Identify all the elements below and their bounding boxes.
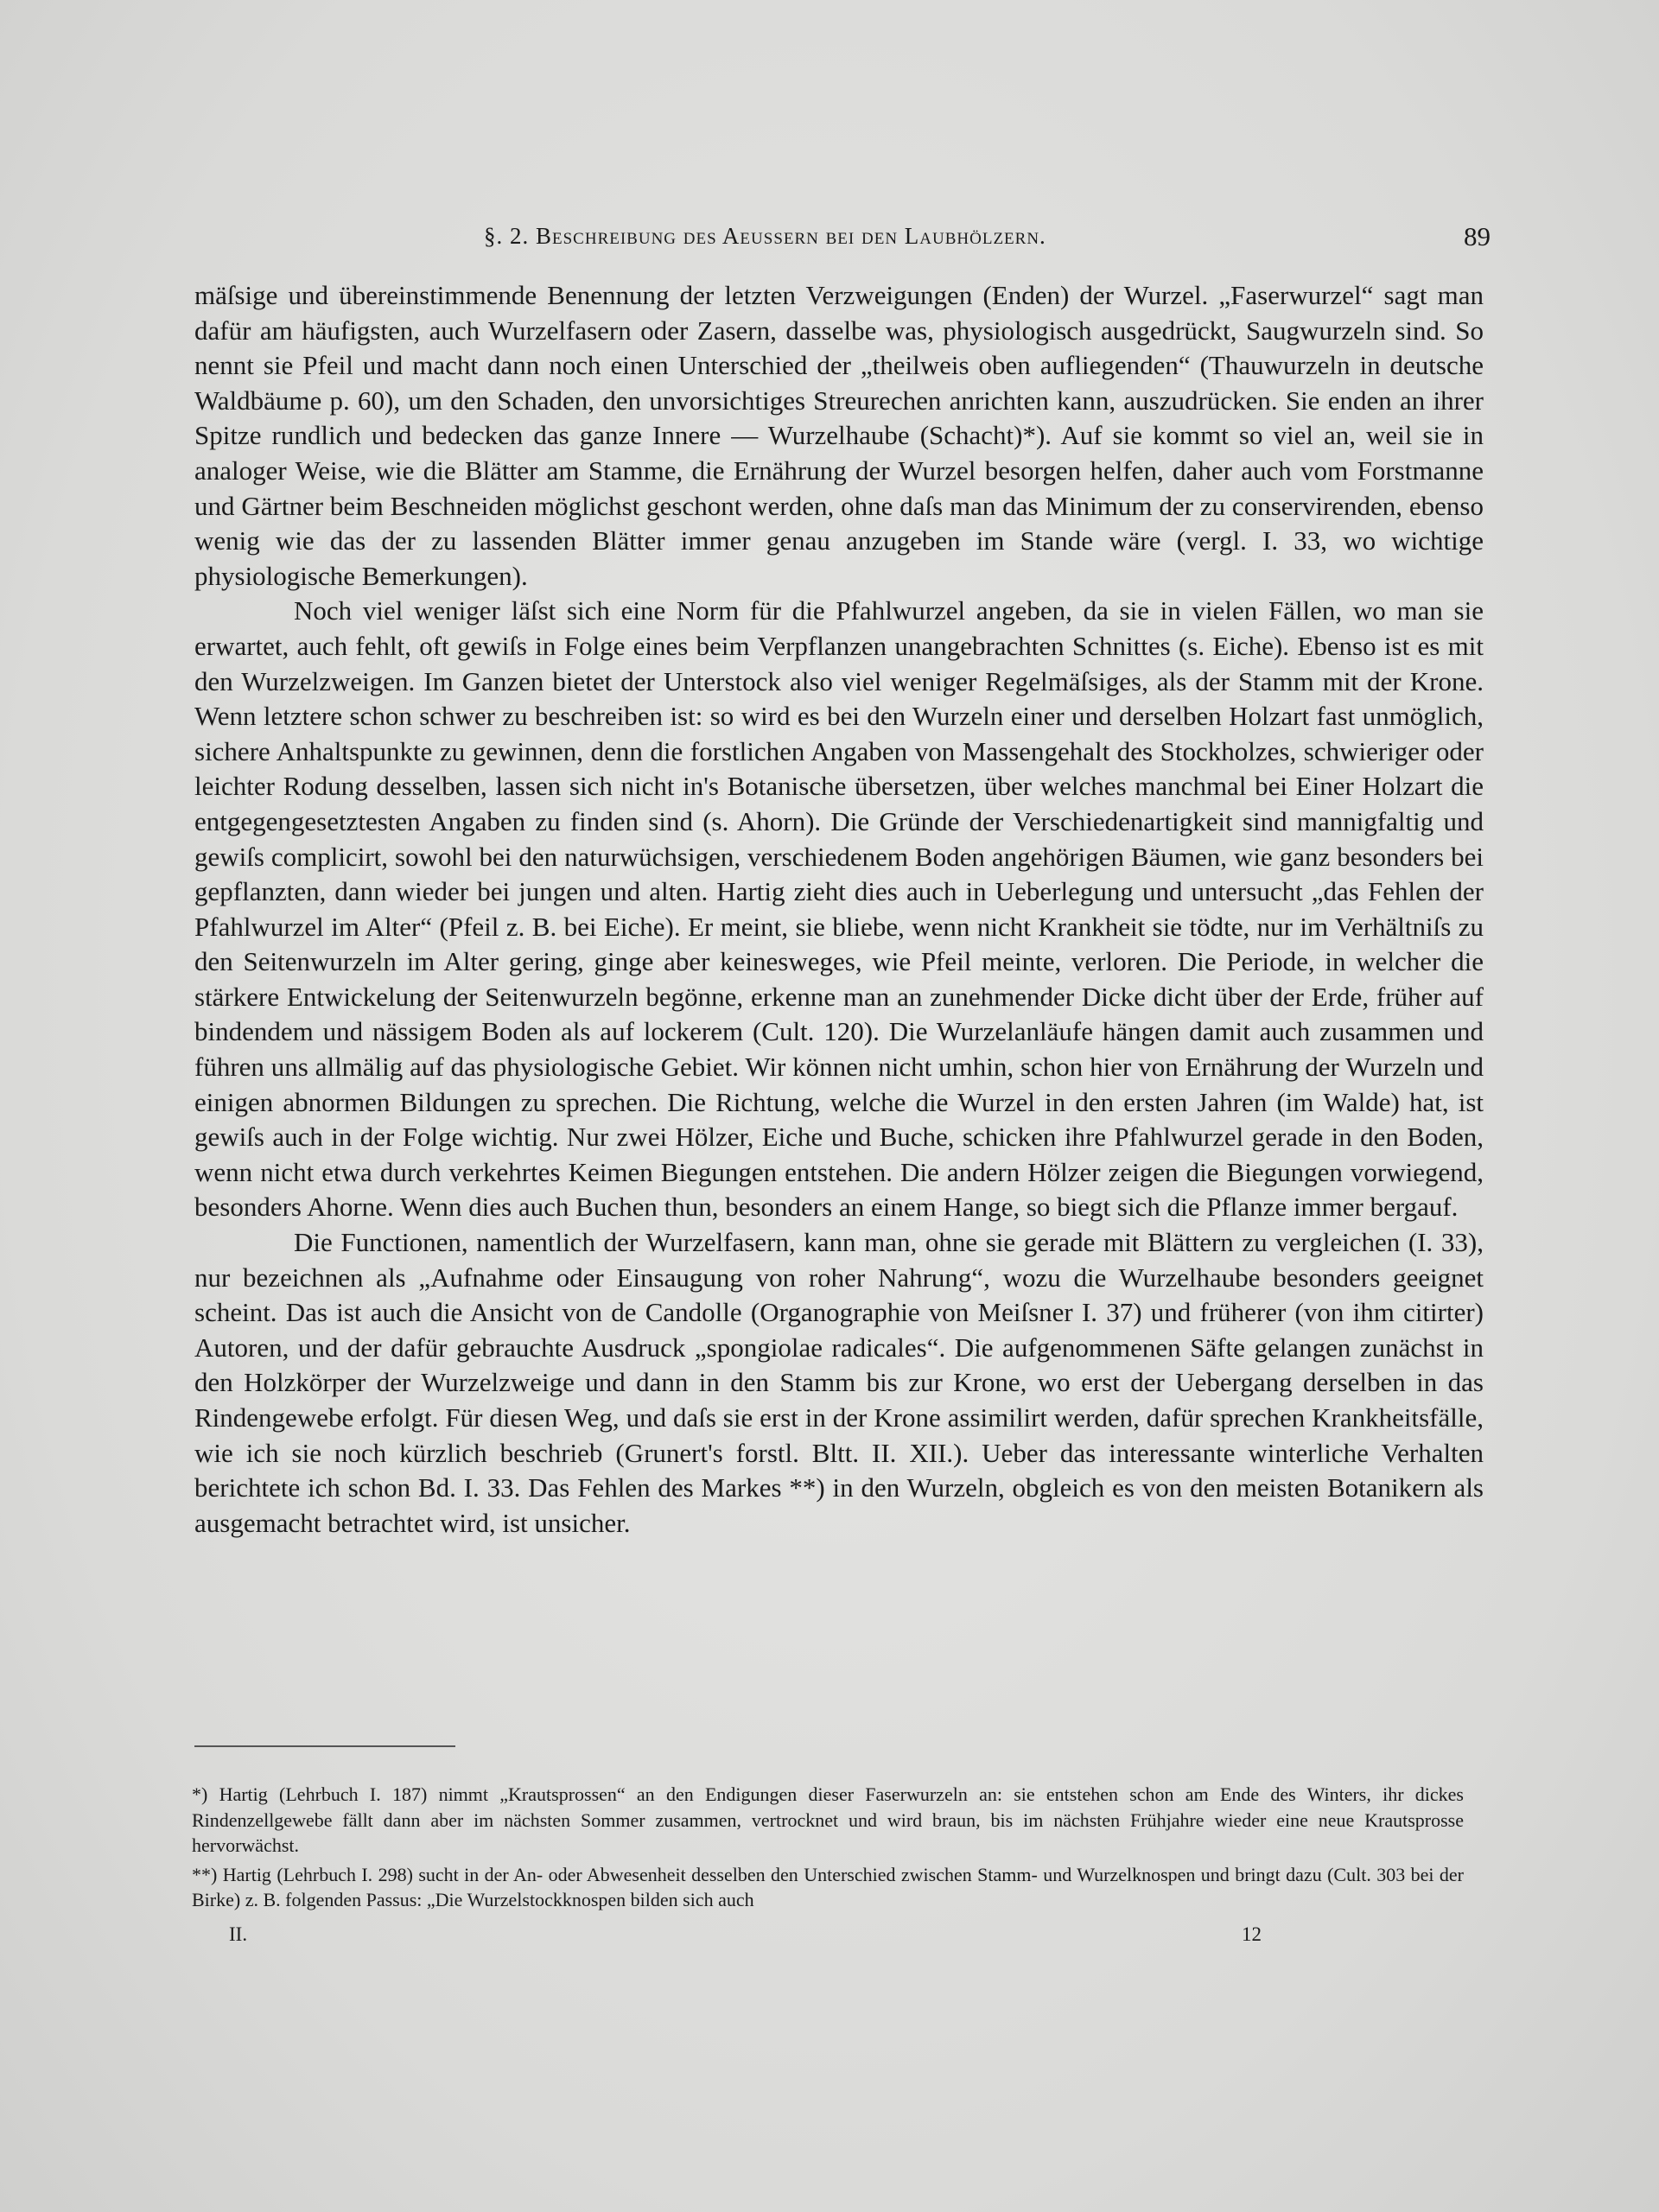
footnotes <box>192 1782 1464 1916</box>
paragraph-3: Die Functionen, namentlich der Wurzelfasern, kann man, ohne sie gerade mit Blättern zu vergleichen (I. 33), nur bezeichnen als „Aufnahme oder Einsaugung von roher Nahrung“, wozu die Wurzelhaube besonders geeignet scheint. Das ist auch die Ansicht von de Candolle (Organographie von Meiſsner I. 37) und früherer (von ihm citirter) Autoren, und der dafür gebrauchte Ausdruck „spongiolae radicales“. Die aufgenommenen Säfte gelangen zunächst in den Holzkörper der Wurzelzweige und dann in den Stamm bis zur Krone, wo erst der Uebergang derselben in das Rindengewebe erfolgt. Für diesen Weg, und daſs sie erst in der Krone assimilirt werden, dafür sprechen Krankheitsfälle, wie ich sie noch kürzlich beschrieb (Grunert's forstl. Bltt. II. XII.). Ueber das interessante winterliche Verhalten berichtete ich schon Bd. I. 33. Das Fehlen des Markes **) in den Wurzeln, obgleich es von den meisten Botanikern als ausgemacht betrachtet wird, ist unsicher. <box>194 1227 1484 1538</box>
footnote-2: **) Hartig (Lehrbuch I. 298) sucht in der An- oder Abwesenheit desselben den Unterschied zwischen Stamm- und Wurzelknospen und bringt dazu (Cult. 303 bei der Birke) z. B. folgenden Passus: „Die Wurzelstockknospen bilden sich auch <box>192 1863 1464 1910</box>
sheet-mark: 12 <box>1242 1923 1262 1945</box>
footnote-1: *) Hartig (Lehrbuch I. 187) nimmt „Krautsprossen“ an den Endigungen dieser Faserwurzeln an: sie entstehen schon am Ende des Winters, ihr dickes Rindenzellgewebe fällt dann aber im nächsten Sommer zusammen, vertrocknet und wird braun, bis im nächsten Frühjahre wieder eine neue Krautsprosse hervorwächst. <box>192 1783 1464 1856</box>
page-header <box>194 223 1491 263</box>
volume-mark: II. <box>229 1923 248 1945</box>
running-title: §. 2. Beschreibung des Aeussern bei den Laubhölzern. <box>484 223 1046 249</box>
paragraph-2: Noch viel weniger läſst sich eine Norm für die Pfahlwurzel angeben, da sie in vielen Fällen, wo man sie erwartet, auch fehlt, oft gewiſs in Folge eines beim Verpflanzen unangebrachten Schnittes (s. Eiche). Ebenso ist es mit den Wurzelzweigen. Im Ganzen bietet der Unterstock also viel weniger Regelmäſsiges, als der Stamm mit der Krone. Wenn letztere schon schwer zu beschreiben ist: so wird es bei den Wurzeln einer und derselben Holzart fast unmöglich, sichere Anhaltspunkte zu gewinnen, denn die forstlichen Angaben von Massengehalt des Stockholzes, schwieriger oder leichter Rodung desselben, lassen sich nicht in's Botanische übersetzen, über welches manchmal bei Einer Holzart die entgegengesetztesten Angaben zu finden sind (s. Ahorn). Die Gründe der Verschiedenartigkeit sind mannigfaltig und gewiſs complicirt, sowohl bei den naturwüchsigen, verschiedenem Boden angehörigen Bäumen, wie ganz besonders bei gepflanzten, dann wieder bei jungen und alten. Hartig zieht dies auch in Ueberlegung und untersucht „das Fehlen der Pfahlwurzel im Alter“ (Pfeil z. B. bei Eiche). Er meint, sie bliebe, wenn nicht Krankheit sie tödte, nur im Verhältniſs zu den Seitenwurzeln im Alter gering, ginge aber keinesweges, wie Pfeil meinte, verloren. Die Periode, in welcher die stärkere Entwickelung der Seitenwurzeln begönne, erkenne man an zunehmender Dicke dicht über der Erde, früher auf bindendem und nässigem Boden als auf lockerem (Cult. 120). Die Wurzelanläufe hängen damit auch zusammen und führen uns allmälig auf das physiologische Gebiet. Wir können nicht umhin, schon hier von Ernährung der Wurzeln und einigen abnormen Bildungen zu sprechen. Die Richtung, welche die Wurzel in den ersten Jahren (im Walde) hat, ist gewiſs auch in der Folge wichtig. Nur zwei Hölzer, Eiche und Buche, schicken ihre Pfahlwurzel gerade in den Boden, wenn nicht etwa durch verkehrtes Keimen Biegungen entstehen. Die andern Hölzer zeigen die Biegungen vorwiegend, besonders Ahorne. Wenn dies auch Buchen thun, besonders an einem Hange, so biegt sich die Pflanze immer bergauf. <box>194 595 1484 1223</box>
page-number: 89 <box>1464 221 1491 251</box>
footnote-divider <box>194 1745 455 1747</box>
paragraph-1: mäſsige und übereinstimmende Benennung der letzten Verzweigungen (Enden) der Wurzel. „Faserwurzel“ sagt man dafür am häufigsten, auch Wurzelfasern oder Zasern, dasselbe was, physiologisch ausgedrückt, Saugwurzeln sind. So nennt sie Pfeil und macht dann noch einen Unterschied der „theilweis oben aufliegenden“ (Thauwurzeln in deutsche Waldbäume p. 60), um den Schaden, den unvorsichtiges Streurechen anrichten kann, auszudrücken. Sie enden an ihrer Spitze rundlich und bedecken das ganze Innere — Wurzelhaube (Schacht)*). Auf sie kommt so viel an, weil sie in analoger Weise, wie die Blätter am Stamme, die Ernährung der Wurzel besorgen helfen, daher auch vom Forstmanne und Gärtner beim Beschneiden möglichst geschont werden, ohne daſs man das Minimum der zu conservirenden, ebenso wenig wie das der zu lassenden Blätter immer genau anzugeben im Stande wäre (vergl. I. 33, wo wichtige physiologische Bemerkungen). <box>194 280 1484 591</box>
main-text <box>194 278 1484 1541</box>
